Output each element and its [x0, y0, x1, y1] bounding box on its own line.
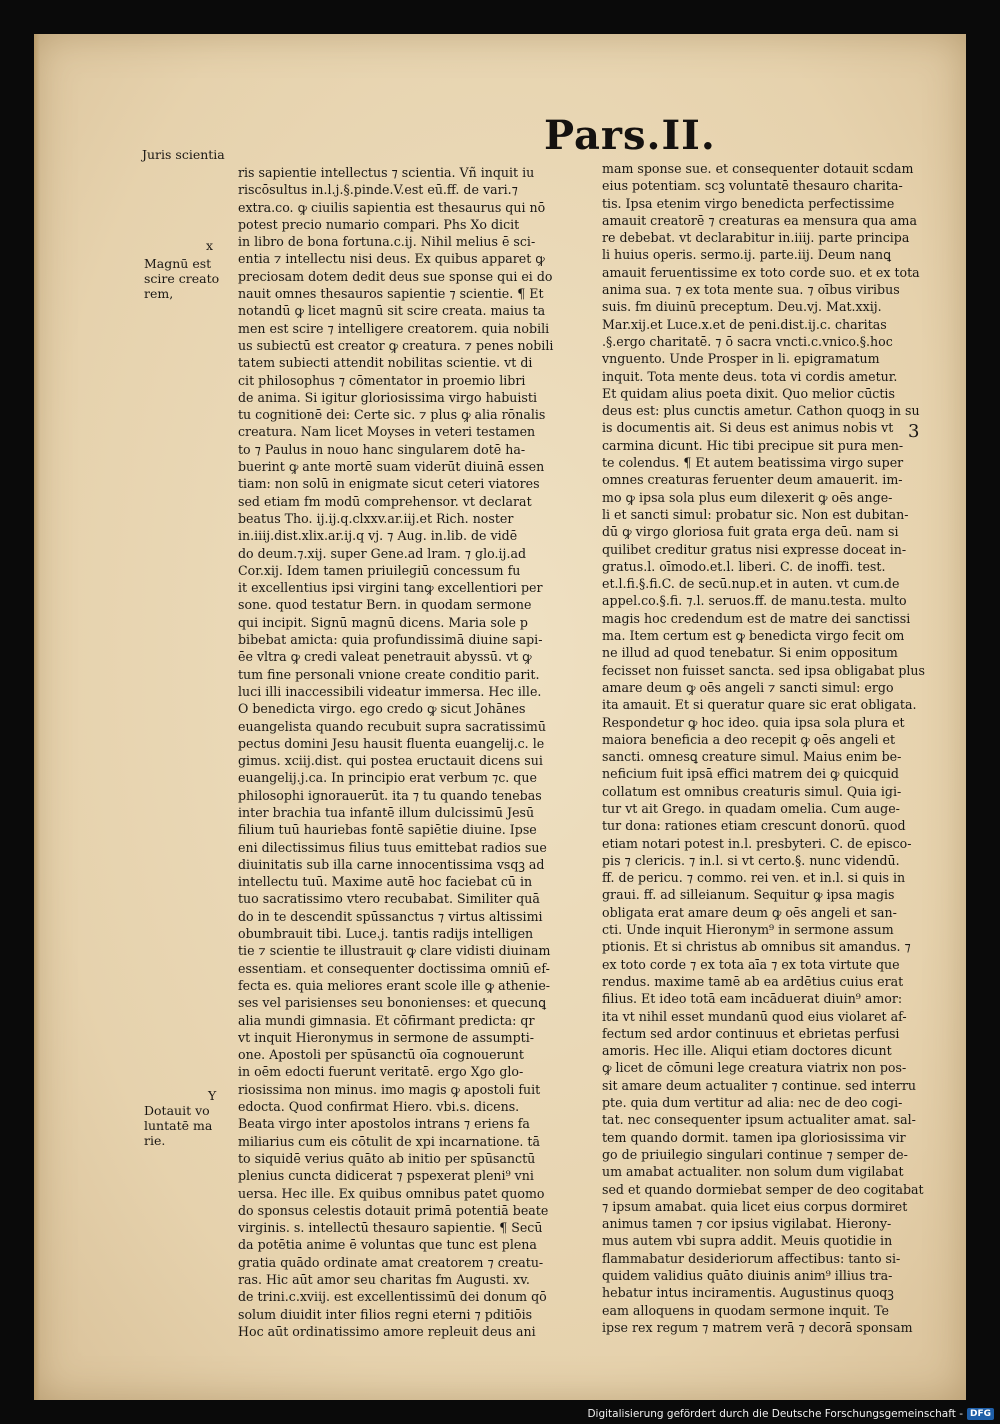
text-line: gratia quādo ordinate amat creatorem ⁊ creatu- [238, 1254, 544, 1270]
marginal-note-line: Dotauit vo [144, 1103, 210, 1118]
text-line: fecisset non fuisset sancta. sed ipsa obligabat plus [602, 662, 926, 678]
text-line: one. Apostoli per spūsanctū oīa cognouerunt [238, 1047, 524, 1063]
text-line: li huius operis. sermo.ij. parte.iij. Deum nanꝗ [602, 247, 892, 263]
text-line: O benedicta virgo. ego credo ꝙ sicut Johānes [238, 701, 526, 717]
text-line: um amabat actualiter. non solum dum vigilabat [602, 1164, 904, 1180]
text-line: in.iiij.dist.xlix.ar.ij.q vj. ⁊ Aug. in.lib. de vidē [238, 528, 518, 544]
text-line: dū ꝙ virgo gloriosa fuit grata erga deū. nam si [602, 524, 899, 540]
text-line: deus est: plus cunctis ametur. Cathon quoqꝫ in su [602, 403, 920, 419]
text-line: ex toto corde ⁊ ex tota aīa ⁊ ex tota virtute que [602, 956, 900, 972]
text-line: quilibet creditur gratus nisi expresse doceat in- [602, 541, 907, 557]
text-line: quidem validius quāto diuinis anim⁹ illius tra- [602, 1268, 893, 1283]
text-line: eni dilectissimus filius tuus emittebat radios sue [238, 839, 547, 855]
text-line: gimus. xciij.dist. qui postea eructauit dicens sui [238, 753, 543, 769]
text-line: tuo sacratissimo vtero recubabat. Similiter quā [238, 891, 540, 907]
text-line: amauit creatorē ⁊ creaturas ea mensura qua ama [602, 212, 917, 228]
text-line: vt inquit Hieronymus in sermone de assumpti- [238, 1029, 534, 1045]
marginal-note-line: Y [208, 1088, 217, 1103]
text-line: animus tamen ⁊ cor ipsius vigilabat. Hierony- [602, 1216, 892, 1232]
marginal-note-line: x [206, 238, 214, 253]
text-line: philosophi ignorauerūt. ita ⁊ tu quando tenebas [238, 787, 542, 803]
text-line: riscōsultus in.l.j.§.pinde.V.est eū.ff. de vari.⁊ [238, 182, 518, 198]
text-line: re debebat. vt declarabitur in.iiij. parte principa [602, 230, 910, 246]
text-line: Respondetur ꝙ hoc ideo. quia ipsa sola plura et [602, 714, 905, 730]
text-line: Mar.xij.et Luce.x.et de peni.dist.ij.c. charitas [602, 316, 887, 332]
text-line: ses vel parisienses seu bononienses: et quecunꝗ [238, 995, 547, 1011]
text-line: inquit. Tota mente deus. tota vi cordis ametur. [602, 368, 898, 384]
text-line: de anima. Si igitur gloriosissima virgo habuisti [238, 389, 537, 405]
text-line: collatum est omnibus creaturis simul. Quia igi- [602, 783, 902, 799]
text-line: ita vt nihil esset mundanū quod eius violaret af- [602, 1008, 907, 1024]
text-line: essentiam. et consequenter doctissima omniū ef- [238, 960, 550, 976]
text-line: creatura. Nam licet Moyses in veteri testamen [238, 424, 536, 440]
text-line: to siquidē verius quāto ab initio per spūsanctū [238, 1150, 536, 1166]
text-line: mo ꝙ ipsa sola plus eum dilexerit ꝙ oēs ange- [602, 489, 893, 505]
text-line: men est scire ⁊ intelligere creatorem. quia nobili [238, 320, 550, 336]
text-line: amare deum ꝙ oēs angeli ⁊ sancti simul: ergo [602, 679, 894, 695]
text-line: tis. Ipsa etenim virgo benedicta perfectissime [602, 195, 895, 211]
text-line: ēe vltra ꝙ credi valeat penetrauit abyssū. vt ꝙ [238, 649, 532, 665]
text-line: qui incipit. Signū magnū dicens. Maria sole p [238, 614, 528, 630]
text-line: eam alloquens in quodam sermone inquit. Te [602, 1302, 889, 1318]
text-line: tur dona: rationes etiam crescunt donorū. quod [602, 818, 906, 834]
text-line: luci illi inaccessibili videatur immersa. Hec ille. [238, 683, 542, 699]
text-line: obumbrauit tibi. Luce.j. tantis radijs intelligen [238, 926, 534, 942]
text-line: fecta es. quia meliores erant scole ille ꝙ athenie- [238, 977, 551, 993]
text-line: do deum.⁊.xij. super Gene.ad lram. ⁊ glo.ij.ad [238, 545, 527, 561]
text-line: et.l.fi.§.fi.C. de secū.nup.et in auten. vt cum.de [602, 576, 900, 592]
text-line: obligata erat amare deum ꝙ oēs angeli et san- [602, 904, 897, 920]
text-line: ff. de pericu. ⁊ commo. rei ven. et in.l. si quis in [602, 870, 906, 886]
text-line: miliarius cum eis cōtulit de xpi incarnatione. tā [238, 1133, 541, 1149]
text-line: vnguento. Unde Prosper in li. epigramatum [602, 351, 880, 367]
text-line: da potētia anime ē voluntas que tunc est plena [238, 1237, 537, 1253]
text-line: tur vt ait Grego. in quadam omelia. Cum auge- [602, 800, 900, 816]
text-line: Hoc aūt ordinatissimo amore repleuit deus ani [238, 1323, 536, 1339]
text-line: omnes creaturas feruenter deum amauerit. im- [602, 472, 903, 488]
text-column-left [238, 164, 588, 1340]
text-line: solum diuidit inter filios regni eterni ⁊ pditiōis [238, 1306, 533, 1322]
text-line: Cor.xij. Idem tamen priuilegiū concessum fu [238, 562, 521, 578]
marginal-note-magnum [144, 256, 219, 301]
text-line: ipse rex regum ⁊ matrem verā ⁊ decorā sponsam [602, 1319, 913, 1335]
text-line: ꝙ licet de cōmuni lege creatura viatrix non pos- [602, 1060, 907, 1076]
text-line: preciosam dotem dedit deus sue sponse qui ei do [238, 268, 553, 284]
text-line: gratus.l. oīmodo.et.l. liberi. C. de inoffi. test. [602, 558, 886, 574]
book-page [34, 34, 966, 1400]
marginal-note-juris [142, 147, 225, 162]
text-line: euangelij.j.ca. In principio erat verbum ⁊c. que [238, 770, 537, 786]
text-line: sed et quando dormiebat semper de deo cogitabat [602, 1181, 924, 1197]
text-line: in oēm edocti fuerunt veritatē. ergo Xgo glo- [238, 1064, 524, 1080]
text-line: ne illud ad quod tenebatur. Si enim oppositum [602, 645, 898, 661]
text-line: de trini.c.xviij. est excellentissimū dei donum qō [238, 1289, 547, 1305]
text-line: euangelista quando recubuit supra sacratissimū [238, 718, 546, 734]
text-line: te colendus. ¶ Et autem beatissima virgo super [602, 455, 904, 471]
text-line: neficium fuit ipsā effici matrem dei ꝙ quicquid [602, 766, 899, 782]
text-line: sone. quod testatur Bern. in quodam sermone [238, 597, 532, 613]
text-line: eius potentiam. scꝫ voluntatē thesauro charita- [602, 178, 903, 194]
text-line: go de priuilegio singulari continue ⁊ semper de- [602, 1146, 908, 1162]
footer-credit: Digitalisierung gefördert durch die Deutsche Forschungsgemeinschaft - [587, 1408, 963, 1420]
text-line: inter brachia tua infantē illum dulcissimū Jesū [238, 804, 535, 820]
marginal-reference-mark [206, 238, 213, 253]
text-line: tiam: non solū in enigmate sicut ceteri viatores [238, 476, 540, 492]
text-line: in libro de bona fortuna.c.ij. Nihil melius ē sci- [238, 234, 536, 250]
text-line: ita amauit. Et si queratur quare sic erat obligata. [602, 697, 917, 713]
text-line: diuinitatis sub illa carne innocentissima vsqꝫ ad [238, 856, 545, 872]
text-line: suis. fm diuinū preceptum. Deu.vj. Mat.xxij. [602, 299, 882, 315]
text-line: ras. Hic aūt amor seu charitas fm Augusti. xv. [238, 1272, 530, 1287]
text-line: fectum sed ardor continuus et ebrietas perfusi [602, 1025, 900, 1041]
text-line: tat. nec consequenter ipsum actualiter amat. sal- [602, 1112, 916, 1128]
text-line: amauit feruentissime ex toto corde suo. et ex tota [602, 264, 920, 280]
text-line: ma. Item certum est ꝙ benedicta virgo fecit om [602, 628, 905, 644]
marginal-note-line: rem, [144, 286, 174, 301]
marginal-note-line: luntatē ma [144, 1118, 213, 1133]
text-line: Beata virgo inter apostolos intrans ⁊ eriens fa [238, 1116, 530, 1132]
text-line: filium tuū hauriebas fontē sapiētie diuine. Ipse [238, 822, 537, 838]
text-line: nauit omnes thesauros sapientie ⁊ scientie. ¶ Et [238, 286, 544, 302]
text-line: sancti. omnesꝗ creature simul. Maius enim be- [602, 749, 902, 765]
text-line: it excellentius ipsi virgini tanꝙ excellentiori per [238, 580, 543, 596]
marginal-note-line: 3 [908, 421, 920, 442]
text-line: flammabatur desideriorum affectibus: tanto si- [602, 1250, 901, 1266]
text-line: .§.ergo charitatē. ⁊ ō sacra vncti.c.vnico.§.hoc [602, 333, 893, 349]
text-column-right [602, 160, 944, 1336]
text-line: magis hoc credendum est de matre dei sanctissi [602, 610, 911, 626]
text-line: edocta. Quod confirmat Hiero. vbi.s. dicens. [238, 1099, 520, 1115]
text-line: pectus domini Jesu hausit fluenta euangelij.c. le [238, 735, 545, 751]
text-line: buerint ꝙ ante mortē suam viderūt diuinā essen [238, 459, 545, 475]
text-line: entia ⁊ intellectu nisi deus. Ex quibus apparet ꝙ [238, 251, 545, 267]
text-line: us subiectū est creator ꝙ creatura. ⁊ penes nobili [238, 337, 554, 353]
text-line: graui. ff. ad silleianum. Sequitur ꝙ ipsa magis [602, 887, 895, 903]
text-line: bibebat amicta: quia profundissimā diuine sapi- [238, 632, 543, 648]
text-line: tem quando dormit. tamen ipa gloriosissima vir [602, 1129, 906, 1145]
text-line: plenius cuncta didicerat ⁊ pspexerat pleni⁹ vni [238, 1168, 534, 1184]
text-line: mam sponse sue. et consequenter dotauit scdam [602, 161, 914, 176]
page-edge [34, 34, 40, 1400]
text-line: notandū ꝙ licet magnū sit scire creata. maius ta [238, 303, 546, 319]
text-line: ris sapientie intellectus ⁊ scientia. Vñ inquit iu [238, 165, 535, 180]
text-line: etiam notari potest in.l. presbyteri. C. de episco- [602, 835, 912, 851]
text-line: extra.co. ꝙ ciuilis sapientia est thesaurus qui nō [238, 199, 546, 215]
text-line: mus autem vbi supra addit. Meuis quotidie in [602, 1233, 893, 1249]
marginal-note-line: Magnū est [144, 256, 212, 271]
text-line: sed etiam fm modū comprehensor. vt declarat [238, 493, 532, 509]
text-line: beatus Tho. ij.ij.q.clxxv.ar.iij.et Rich. noster [238, 510, 514, 526]
marginal-note-line: rie. [144, 1133, 166, 1148]
text-line: rendus. maxime tamē ab ea ardētius cuius erat [602, 973, 904, 989]
text-line: cti. Unde inquit Hieronym⁹ in sermone assum [602, 922, 894, 938]
text-line: maiora beneficia a deo recepit ꝙ oēs angeli et [602, 731, 896, 747]
text-line: alia mundi gimnasia. Et cōfirmant predicta: qr [238, 1012, 535, 1028]
text-line: amoris. Hec ille. Aliqui etiam doctores dicunt [602, 1043, 892, 1059]
text-line: intellectu tuū. Maxime autē hoc faciebat cū in [238, 874, 533, 890]
marginal-note-line: scire creato [144, 271, 220, 286]
text-line: pis ⁊ clericis. ⁊ in.l. si vt certo.§. nunc videndū. [602, 852, 900, 868]
text-line: tum fine personali vnione create conditio parit. [238, 666, 540, 682]
text-line: anima sua. ⁊ ex tota mente sua. ⁊ oībus viribus [602, 282, 900, 298]
text-line: appel.co.§.fi. ⁊.l. seruos.ff. de manu.testa. multo [602, 593, 907, 609]
text-line: Et quidam alius poeta dixit. Quo melior cūctis [602, 385, 895, 401]
dfg-logo: DFG [967, 1408, 994, 1420]
text-line: ⁊ ipsum amabat. quia licet eius corpus dormiret [602, 1198, 908, 1214]
footer [587, 1408, 994, 1420]
text-line: li et sancti simul: probatur sic. Non est dubitan- [602, 506, 909, 522]
text-line: uersa. Hec ille. Ex quibus omnibus patet quomo [238, 1185, 545, 1201]
running-head: Pars.II. [544, 112, 716, 159]
text-line: to ⁊ Paulus in nouo hanc singularem dotē ha- [238, 441, 526, 457]
text-line: tie ⁊ scientie te illustrauit ꝙ clare vidisti diuinam [238, 943, 551, 959]
text-line: pte. quia dum vertitur ad alia: nec de deo cogi- [602, 1095, 903, 1111]
marginal-note-line: Juris scientia [142, 147, 225, 162]
marginal-note-dotavit [144, 1103, 212, 1148]
text-line: tu cognitionē dei: Certe sic. ⁊ plus ꝙ alia rōnalis [238, 407, 546, 423]
text-line: is documentis ait. Si deus est animus nobis vt [602, 420, 894, 436]
text-line: sit amare deum actualiter ⁊ continue. sed interru [602, 1077, 916, 1093]
text-line: riosissima non minus. imo magis ꝙ apostoli fuit [238, 1081, 541, 1097]
text-line: tatem subiecti attendit nobilitas scientie. vt di [238, 355, 533, 371]
text-line: cit philosophus ⁊ cōmentator in proemio libri [238, 372, 526, 388]
text-line: do in te descendit spūssanctus ⁊ virtus altissimi [238, 908, 543, 924]
text-line: do sponsus celestis dotauit primā potentiā beate [238, 1202, 549, 1218]
text-line: ptionis. Et si christus ab omnibus sit amandus. ⁊ [602, 939, 911, 955]
text-line: carmina dicunt. Hic tibi precipue sit pura men- [602, 437, 904, 453]
text-line: potest precio numario compari. Phs Xo dicit [238, 216, 520, 232]
text-line: filius. Et ideo totā eam incāduerat diuin⁹ amor: [602, 991, 903, 1007]
marginal-reference-mark [208, 1088, 216, 1103]
text-line: virginis. s. intellectū thesauro sapientie. ¶ Secū [238, 1220, 543, 1236]
text-line: hebatur intus inciramentis. Augustinus quoqꝫ [602, 1285, 894, 1301]
